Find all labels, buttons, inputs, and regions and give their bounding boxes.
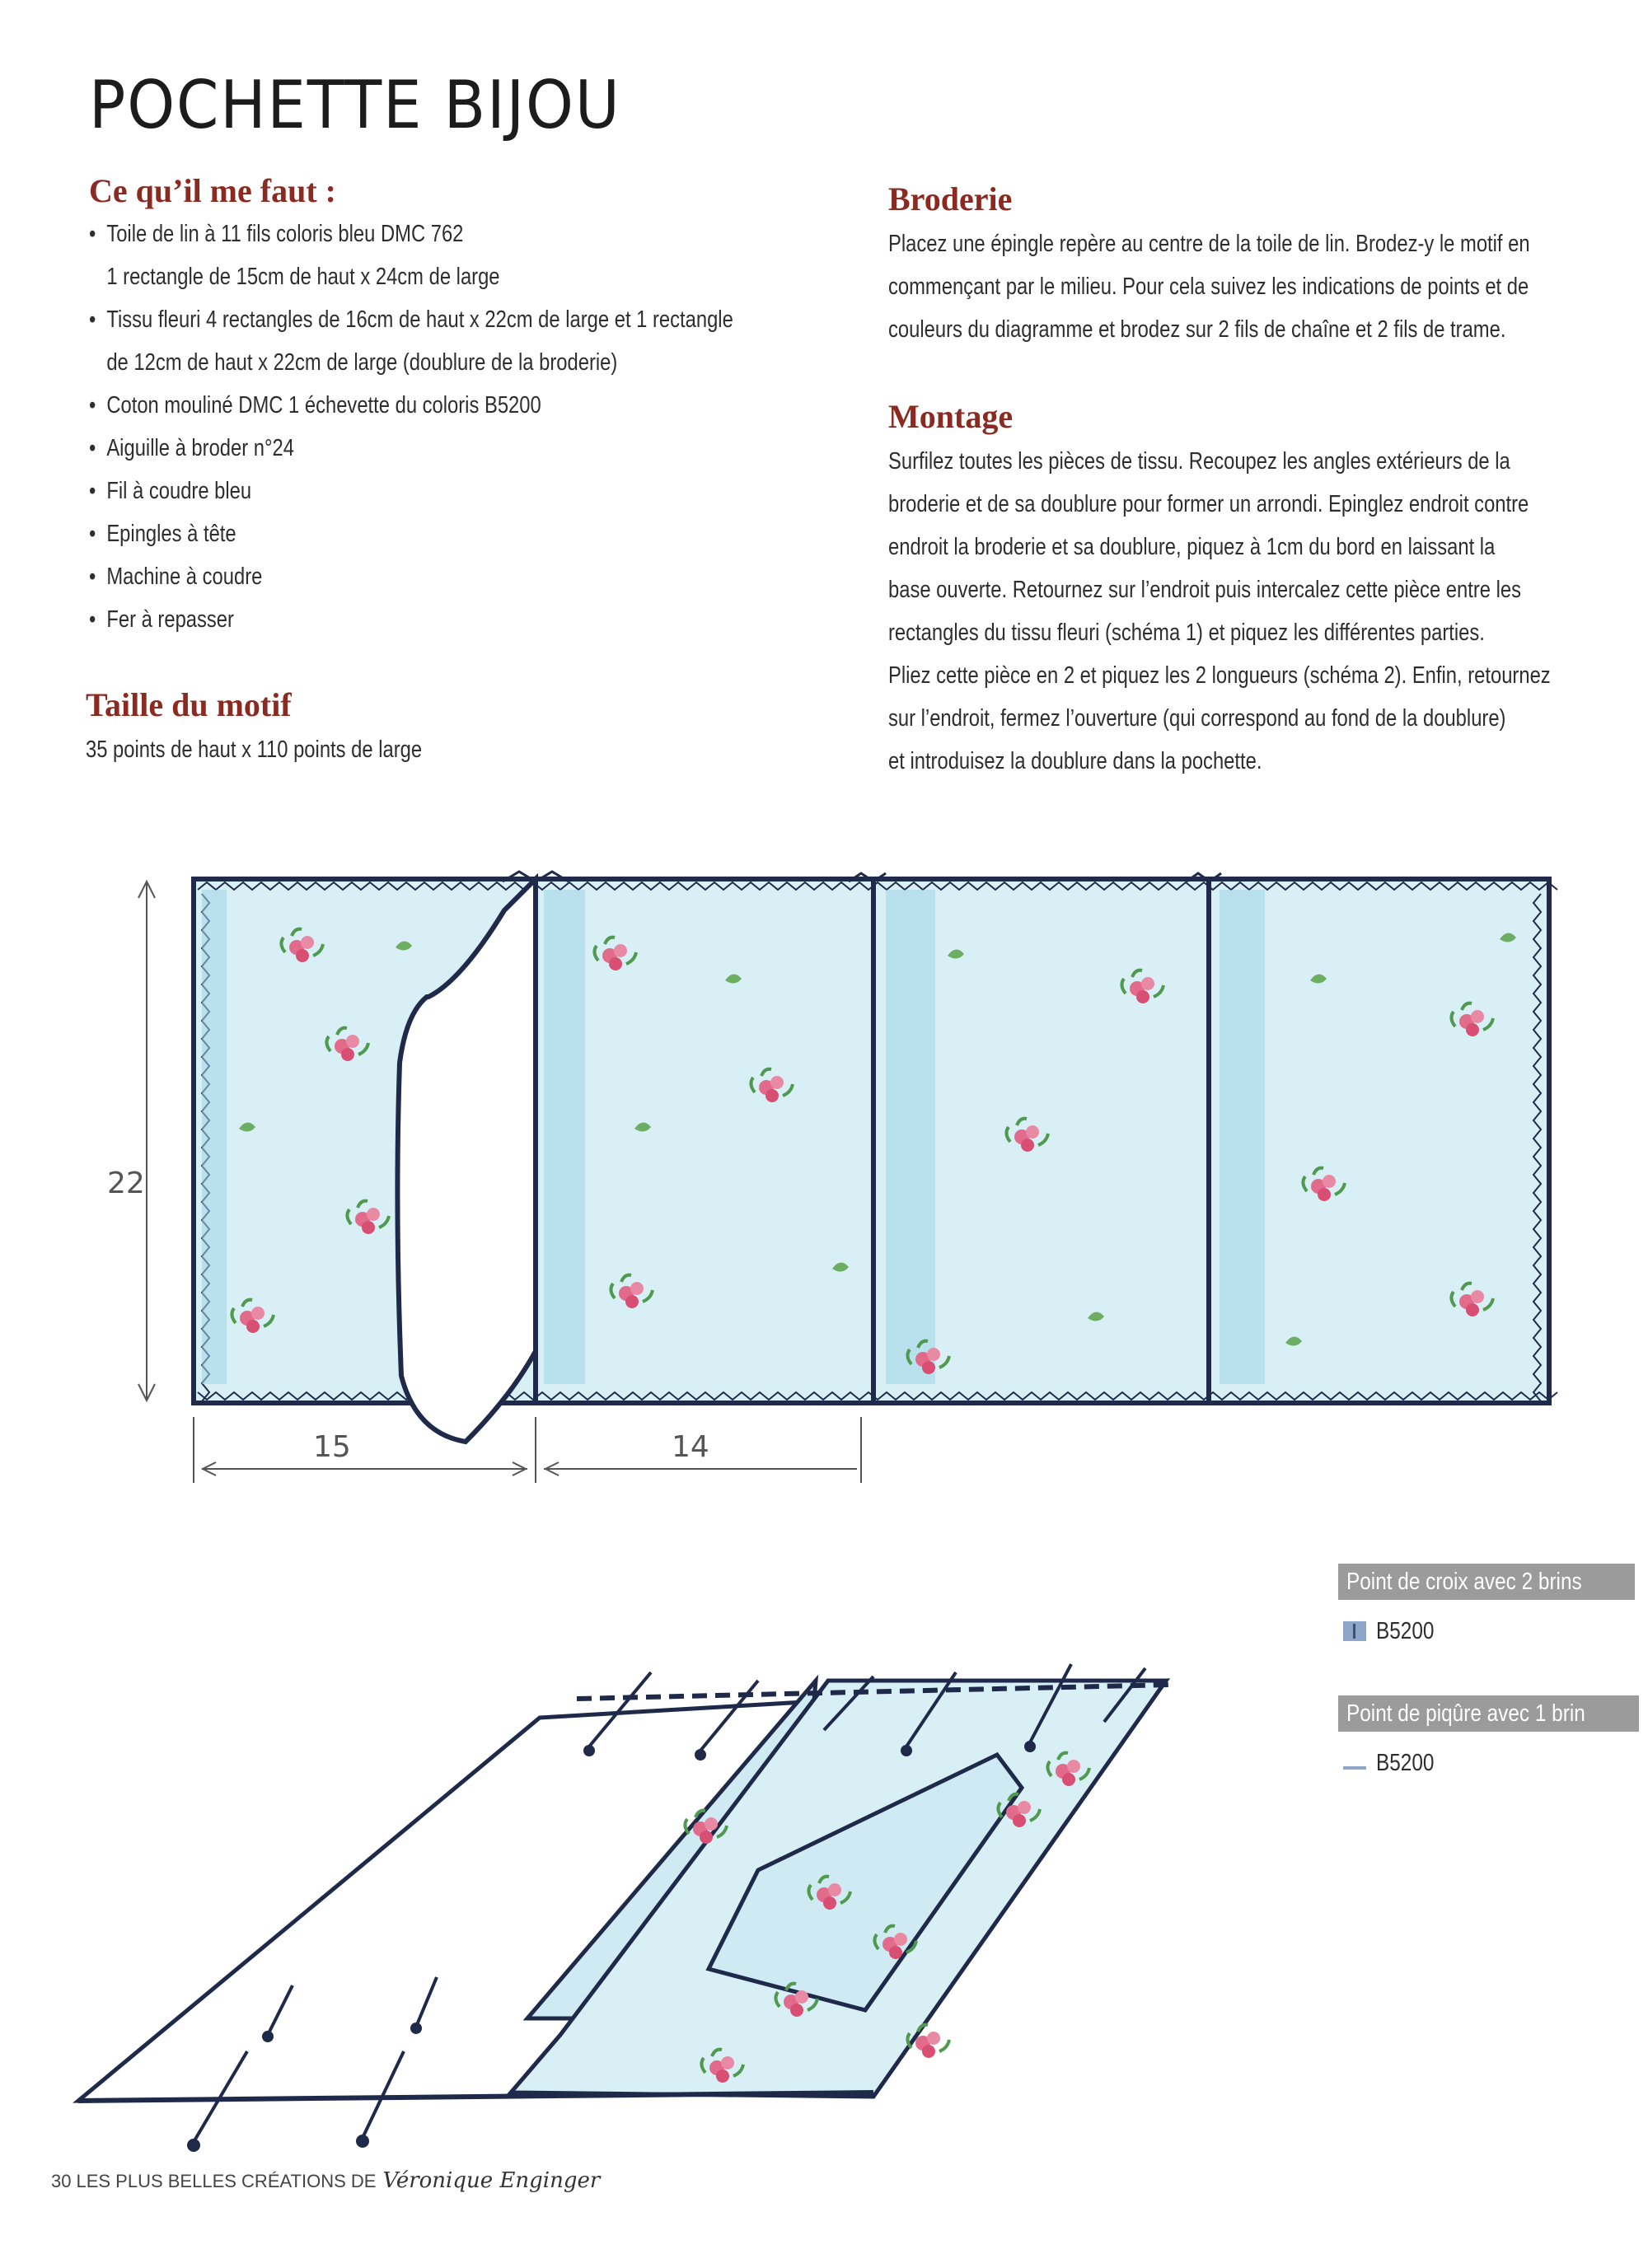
legend-backstitch-title: Point de piqûre avec 1 brin [1338, 1695, 1639, 1732]
footer-text: LES PLUS BELLES CRÉATIONS DE [76, 2171, 377, 2191]
page-footer [51, 2168, 600, 2193]
legend-cross-stitch-title: Point de croix avec 2 brins [1338, 1564, 1635, 1600]
backstitch-swatch-icon [1343, 1766, 1366, 1770]
height-label: 22 [107, 1167, 145, 1200]
legend-cross-stitch-row [1343, 1615, 1445, 1648]
motif-heading: Taille du motif [86, 686, 292, 723]
materials-list-item: • Fer à repasser [89, 598, 934, 641]
materials-list-item: 1 rectangle de 15cm de haut x 24cm de large [106, 264, 500, 290]
materials-list-item: • Machine à coudre [89, 555, 934, 598]
materials-list-item: • Aiguille à broder n°24 [89, 427, 934, 470]
page-number: 30 [51, 2171, 72, 2191]
materials-list-item: • Tissu fleuri 4 rectangles de 16cm de haut x 22cm de large et 1 rectangle [89, 298, 934, 341]
materials-heading: Ce qu’il me faut : [89, 172, 336, 209]
backstitch-code: B5200 [1376, 1749, 1435, 1776]
materials-list-item: • Fil à coudre bleu [89, 470, 934, 512]
materials-list-item: • Coton mouliné DMC 1 échevette du coloris B5200 [89, 384, 934, 427]
page-title: POCHETTE BIJOU [89, 67, 621, 143]
broderie-text: Placez une épingle repère au centre de la toile de lin. Brodez-y le motif en commençant par le milieu. Pour cela suivez les indications de points et de couleurs du diagramme et brodez sur 2 fils de chaîne et 2 fils de trame. [888, 231, 1530, 343]
width-label-14: 14 [672, 1430, 709, 1464]
width-label-15: 15 [313, 1430, 351, 1464]
materials-list-item: de 12cm de haut x 22cm de large (doublure de la broderie) [106, 349, 618, 376]
cross-stitch-swatch-icon [1343, 1621, 1366, 1641]
schema-1 [107, 872, 1557, 1483]
materials-list-item: • Epingles à tête [89, 512, 934, 555]
author-signature: Véronique Enginger [382, 2168, 601, 2193]
broderie-heading: Broderie [888, 180, 1013, 217]
legend-backstitch-row [1343, 1747, 1445, 1779]
montage-heading: Montage [888, 398, 1014, 435]
cross-stitch-code: B5200 [1376, 1617, 1435, 1644]
montage-text: Surfilez toutes les pièces de tissu. Recoupez les angles extérieurs de la broderie et de sa doublure pour former un arrondi. Epinglez endroit contre endroit la broderie et sa doublure, piquez à 1cm du bord en laissant la base ouverte. Retournez sur l’endroit puis intercalez cette pièce entre les rectangles du tissu fleuri (schéma 1) et piquez les différentes parties. Pliez cette pièce en 2 et piquez les 2 longueurs (schéma 2). Enfin, retournez sur l’endroit, fermez l’ouverture (qui correspond au fond de la doublure) et introduisez la doublure dans la pochette. [888, 448, 1551, 774]
motif-text: 35 points de haut x 110 points de large [86, 737, 423, 763]
schema-2 [78, 1664, 1170, 2150]
materials-list-item: • Toile de lin à 11 fils coloris bleu DMC 762 [89, 213, 934, 255]
